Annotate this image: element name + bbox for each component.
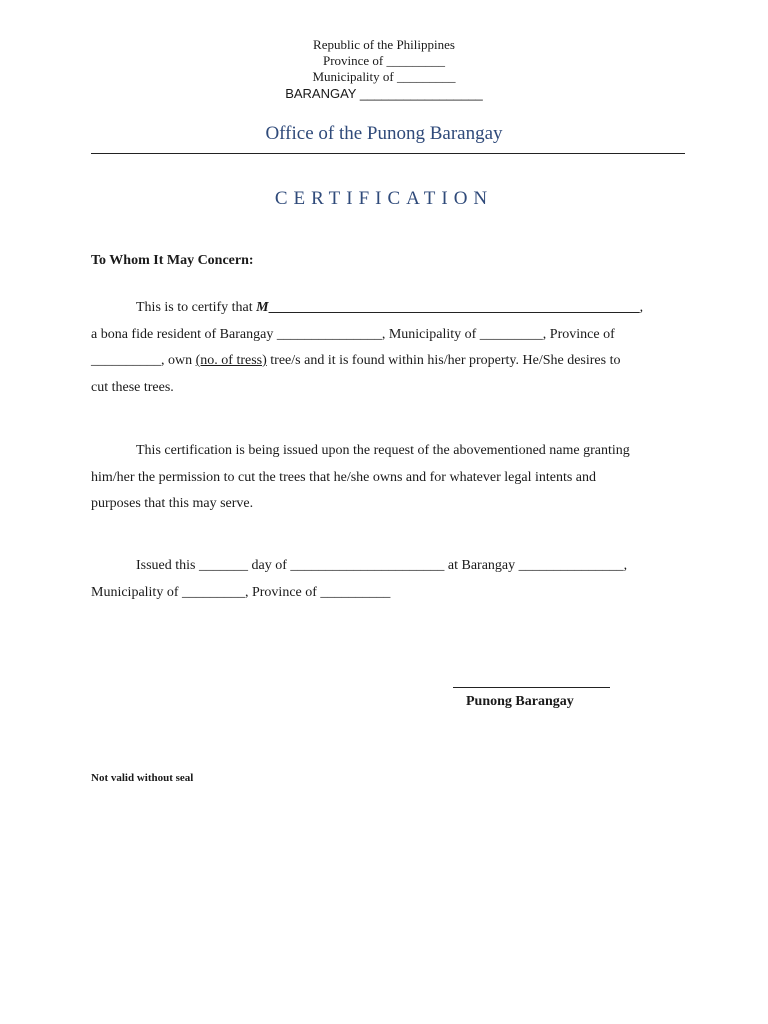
paragraph3-line2: Municipality of _________, Province of __________ [91,585,391,600]
paragraph2-line1: This certification is being issued upon the request of the abovementioned name granting [136,443,630,458]
paragraph3-line1: Issued this _______ day of ______________________ at Barangay _______________, [136,558,628,573]
office-title: Office of the Punong Barangay [265,123,503,144]
document-title: CERTIFICATION [274,188,494,209]
paragraph1-line3 [91,353,620,369]
resident-name-initial: M [256,300,269,315]
province-blank: __________, own [91,353,196,368]
signatory-title: Punong Barangay [466,694,574,709]
tree-count-field: (no. of tress) [195,353,267,368]
header-municipality: Municipality of _________ [312,69,456,84]
resident-name-blank: _____________________________________________________ [268,300,640,315]
salutation: To Whom It May Concern: [91,253,254,268]
header-province: Province of _________ [322,53,446,68]
header-divider [91,153,685,154]
seal-note: Not valid without seal [91,772,194,784]
signature-line [453,687,610,688]
paragraph1-line4: cut these trees. [91,380,174,395]
paragraph2-line3: purposes that this may serve. [91,496,254,511]
header-barangay: BARANGAY _________________ [285,86,483,101]
paragraph1-line2: a bona fide resident of Barangay _______________, Municipality of _________, Province of [91,327,615,342]
paragraph1-line1 [136,300,643,316]
paragraph2-line2: him/her the permission to cut the trees that he/she owns and for whatever legal intents and [91,470,597,485]
tree-suffix: tree/s and it is found within his/her property. He/She desires to [266,353,621,368]
line-end-comma: , [639,300,644,315]
header-republic: Republic of the Philippines [313,37,455,52]
certify-prefix: This is to certify that [136,300,257,315]
